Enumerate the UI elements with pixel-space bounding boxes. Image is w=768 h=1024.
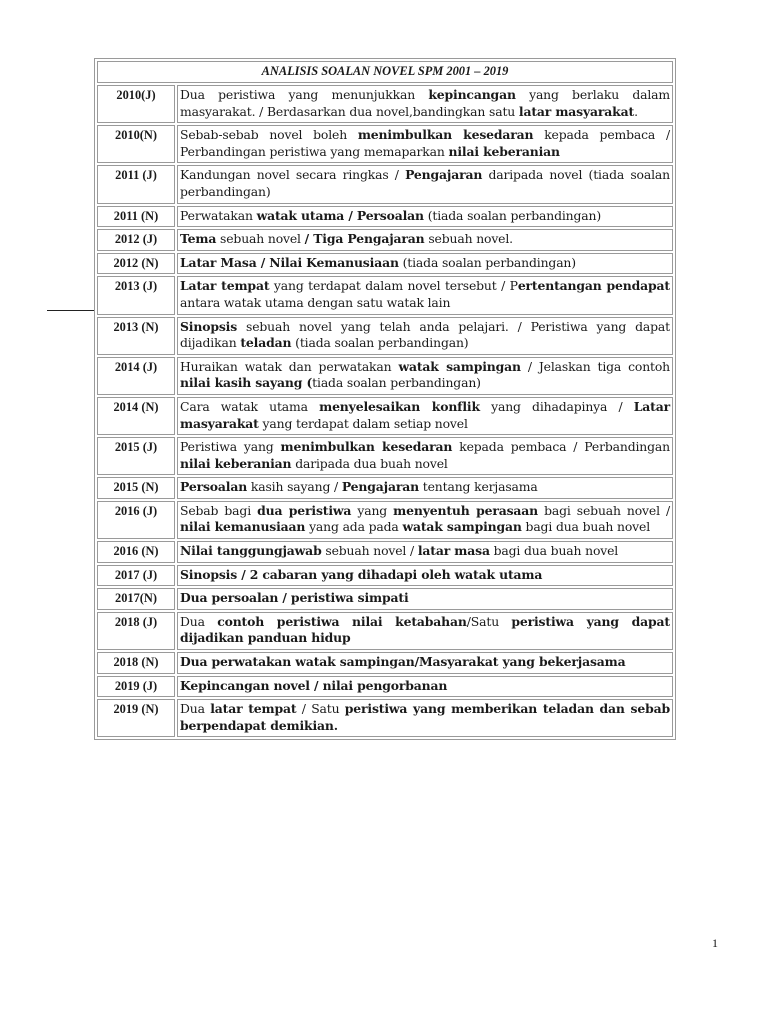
exam-year-cell: 2010(N) bbox=[97, 125, 175, 163]
table-row bbox=[97, 437, 673, 475]
exam-year-cell: 2017 (J) bbox=[97, 565, 175, 587]
question-description-cell bbox=[177, 501, 673, 539]
question-description-cell bbox=[177, 276, 673, 314]
exam-year-cell: 2016 (J) bbox=[97, 501, 175, 539]
question-description-cell bbox=[177, 588, 673, 610]
description-text: tentang kerjasama bbox=[419, 479, 538, 495]
table-row bbox=[97, 699, 673, 737]
table-row bbox=[97, 477, 673, 499]
exam-year-cell: 2015 (J) bbox=[97, 437, 175, 475]
question-description-cell bbox=[177, 165, 673, 203]
table-row bbox=[97, 125, 673, 163]
table-row bbox=[97, 397, 673, 435]
question-description-cell bbox=[177, 565, 673, 587]
exam-year-cell: 2011 (N) bbox=[97, 206, 175, 228]
description-text: yang dihadapinya / bbox=[479, 398, 634, 414]
question-description-cell bbox=[177, 229, 673, 251]
table-row bbox=[97, 357, 673, 395]
question-description-cell bbox=[177, 437, 673, 475]
bold-keyword: dua peristiwa bbox=[257, 502, 352, 518]
exam-year-cell: 2018 (J) bbox=[97, 612, 175, 650]
bold-keyword: latar tempat bbox=[210, 701, 297, 717]
description-text: . bbox=[634, 103, 638, 119]
table-row bbox=[97, 612, 673, 650]
exam-year-cell: 2012 (N) bbox=[97, 253, 175, 275]
description-text: Sebab bagi bbox=[180, 502, 258, 518]
exam-year-cell: 2018 (N) bbox=[97, 652, 175, 674]
exam-year-cell: 2013 (N) bbox=[97, 317, 175, 355]
exam-year-cell: 2011 (J) bbox=[97, 165, 175, 203]
document-title: ANALISIS SOALAN NOVEL SPM 2001 – 2019 bbox=[97, 61, 673, 83]
table-row bbox=[97, 253, 673, 275]
bold-keyword: menyelesaikan konflik bbox=[319, 398, 480, 414]
exam-year-cell: 2014 (N) bbox=[97, 397, 175, 435]
description-text: (tiada soalan perbandingan) bbox=[291, 335, 469, 351]
bold-keyword: watak utama / Persoalan bbox=[256, 207, 424, 223]
question-description-cell bbox=[177, 253, 673, 275]
bold-keyword: Persoalan bbox=[180, 479, 248, 495]
question-description-cell bbox=[177, 676, 673, 698]
description-text: kepada pembaca / Perbandingan bbox=[452, 439, 670, 455]
bold-keyword: ertentangan pendapat bbox=[517, 278, 671, 294]
description-text: kasih sayang / bbox=[247, 479, 342, 495]
bold-keyword: Dua perwatakan watak sampingan/Masyarakat yang bekerjasama bbox=[180, 654, 626, 670]
exam-year-cell: 2013 (J) bbox=[97, 276, 175, 314]
bold-keyword: Pengajaran bbox=[405, 167, 483, 183]
description-text: /Satu bbox=[466, 613, 512, 629]
bold-keyword: nilai kasih sayang ( bbox=[180, 375, 313, 391]
exam-year-cell: 2010(J) bbox=[97, 85, 175, 123]
question-description-cell bbox=[177, 317, 673, 355]
bold-keyword: kepincangan bbox=[428, 87, 516, 102]
bold-keyword: menimbulkan kesedaran bbox=[280, 439, 453, 455]
question-description-cell bbox=[177, 652, 673, 674]
table-row bbox=[97, 317, 673, 355]
description-text: / Satu bbox=[296, 701, 345, 717]
description-text: sebuah novel bbox=[216, 231, 305, 247]
description-text: Dua bbox=[180, 613, 218, 629]
bold-keyword: menimbulkan kesedaran bbox=[357, 127, 534, 143]
bold-keyword: nilai kemanusiaan bbox=[180, 519, 306, 535]
bold-keyword: Dua persoalan / peristiwa simpati bbox=[180, 590, 409, 606]
question-description-cell bbox=[177, 397, 673, 435]
bold-keyword: Nilai tanggungjawab bbox=[180, 543, 322, 559]
bold-keyword: contoh peristiwa nilai ketabahan bbox=[217, 613, 467, 629]
description-text: / Jelaskan tiga contoh bbox=[520, 358, 671, 374]
description-text: Dua bbox=[180, 701, 211, 717]
table-row bbox=[97, 501, 673, 539]
description-text: Dua peristiwa yang menunjukkan bbox=[180, 87, 429, 102]
description-text: antara watak utama dengan satu watak lain bbox=[180, 294, 451, 310]
exam-year-cell: 2019 (N) bbox=[97, 699, 175, 737]
bold-keyword: watak sampingan bbox=[398, 358, 521, 374]
description-text: Sebab-sebab novel boleh bbox=[180, 127, 358, 143]
bold-keyword: latar masyarakat bbox=[518, 103, 635, 119]
exam-year-cell: 2015 (N) bbox=[97, 477, 175, 499]
question-description-cell bbox=[177, 477, 673, 499]
description-text: Cara watak utama bbox=[180, 398, 320, 414]
bold-keyword: watak sampingan bbox=[402, 519, 522, 535]
table-row bbox=[97, 676, 673, 698]
description-text: bagi dua buah novel bbox=[489, 543, 619, 559]
bold-keyword: teladan bbox=[240, 335, 292, 351]
question-description-cell bbox=[177, 206, 673, 228]
bold-keyword: Latar tempat bbox=[180, 278, 270, 294]
description-text: Perwatakan bbox=[180, 207, 257, 223]
bold-keyword: peristiwa yang memberikan teladan dan sebab berpendapat demikian. bbox=[180, 701, 670, 733]
bold-keyword: Pengajaran bbox=[341, 479, 419, 495]
table-row bbox=[97, 652, 673, 674]
table-row bbox=[97, 565, 673, 587]
description-text: kepada pembaca / Perbandingan peristiwa yang memaparkan bbox=[180, 127, 670, 159]
margin-mark-line bbox=[47, 310, 95, 311]
description-text: sebuah novel yang telah anda pelajari. / Peristiwa yang dapat dijadikan bbox=[180, 318, 670, 351]
description-text: bagi dua buah novel bbox=[521, 519, 651, 535]
bold-keyword: nilai keberanian bbox=[180, 455, 292, 471]
description-text: Peristiwa yang bbox=[180, 439, 281, 455]
bold-keyword: Kepincangan novel / nilai pengorbanan bbox=[180, 677, 448, 693]
description-text: daripada novel (tiada soalan perbandingan) bbox=[180, 167, 670, 199]
table-row bbox=[97, 165, 673, 203]
exam-year-cell: 2014 (J) bbox=[97, 357, 175, 395]
description-text: Huraikan watak dan perwatakan bbox=[180, 358, 399, 374]
description-text: yang berlaku dalam masyarakat. / Berdasarkan dua novel,bandingkan satu bbox=[180, 87, 670, 119]
description-text: daripada dua buah novel bbox=[291, 455, 448, 471]
table-row bbox=[97, 85, 673, 123]
description-text: yang bbox=[351, 502, 394, 518]
description-text: sebuah novel / bbox=[321, 543, 418, 559]
question-description-cell bbox=[177, 541, 673, 563]
table-row bbox=[97, 276, 673, 314]
description-text: sebuah novel. bbox=[424, 231, 513, 247]
table-row bbox=[97, 206, 673, 228]
bold-keyword: Latar Masa / Nilai Kemanusiaan bbox=[180, 254, 399, 270]
description-text: (tiada soalan perbandingan) bbox=[398, 254, 576, 270]
analysis-table-body bbox=[97, 61, 673, 737]
table-row bbox=[97, 541, 673, 563]
bold-keyword: Tema bbox=[180, 231, 217, 247]
description-text: yang ada pada bbox=[305, 519, 403, 535]
bold-keyword: Sinopsis / 2 cabaran yang dihadapi oleh watak utama bbox=[180, 566, 543, 582]
table-row bbox=[97, 229, 673, 251]
question-description-cell bbox=[177, 85, 673, 123]
analysis-table bbox=[94, 58, 676, 740]
bold-keyword: latar masa bbox=[417, 543, 490, 559]
bold-keyword: nilai keberanian bbox=[448, 143, 560, 159]
question-description-cell bbox=[177, 125, 673, 163]
description-text: Kandungan novel secara ringkas / bbox=[180, 167, 406, 183]
exam-year-cell: 2017(N) bbox=[97, 588, 175, 610]
exam-year-cell: 2016 (N) bbox=[97, 541, 175, 563]
question-description-cell bbox=[177, 699, 673, 737]
page-number: 1 bbox=[712, 936, 718, 950]
description-text: (tiada soalan perbandingan) bbox=[423, 207, 602, 223]
description-text: tiada soalan perbandingan) bbox=[312, 375, 481, 391]
description-text: bagi sebuah novel / bbox=[538, 502, 670, 518]
bold-keyword: Latar masyarakat bbox=[180, 398, 670, 431]
bold-keyword: / Tiga Pengajaran bbox=[304, 231, 425, 247]
description-text: yang terdapat dalam setiap novel bbox=[258, 415, 468, 431]
table-row bbox=[97, 588, 673, 610]
bold-keyword: Sinopsis bbox=[180, 318, 238, 334]
question-description-cell bbox=[177, 357, 673, 395]
bold-keyword: peristiwa yang dapat dijadikan panduan hidup bbox=[180, 613, 670, 646]
question-description-cell bbox=[177, 612, 673, 650]
description-text: yang terdapat dalam novel tersebut / P bbox=[269, 278, 518, 294]
table-title-row bbox=[97, 61, 673, 83]
bold-keyword: menyentuh perasaan bbox=[393, 502, 539, 518]
exam-year-cell: 2012 (J) bbox=[97, 229, 175, 251]
exam-year-cell: 2019 (J) bbox=[97, 676, 175, 698]
